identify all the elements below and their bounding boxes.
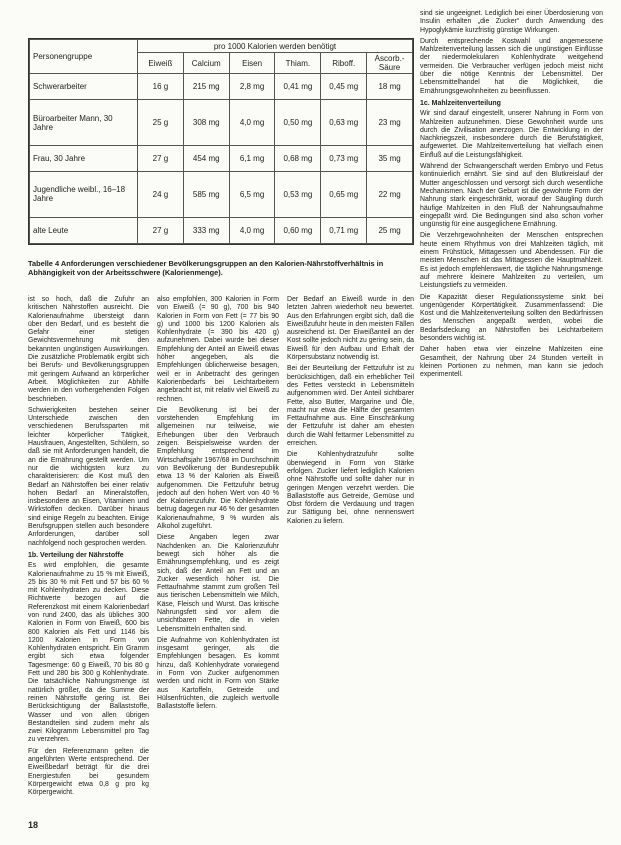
paragraph: Die Kapazität dieser Regulationssysteme sinkt bei ungenügender Körpertätigkeit. Zusammenfassend: Die Kost und die Mahlzeitenverteilung sollten den Bedürfnissen des Menschen angepaßt werden, wobei die Bedarfsdeckung an Nährstoffen bei Leichtarbeitern besonders wichtig ist. (420, 293, 603, 342)
table-header-span: pro 1000 Kalorien werden benötigt (138, 40, 413, 53)
table-cell: 333 mg (183, 217, 229, 243)
table-row (30, 217, 413, 243)
paragraph: Für den Referenzmann gelten die angeführten Werte entsprechend. Der Eiweißbedarf beträgt für die drei Energiestufen bei gesundem Körpergewicht etwa 0,8 g pro kg Körpergewicht. (28, 747, 149, 797)
table-cell: 308 mg (183, 100, 229, 146)
paragraph: Wir sind darauf eingestellt, unserer Nahrung in Form von Mahlzeiten aufzunehmen. Diese Gewohnheit wurde uns durch die Zivilisation anerzogen. Die Entwicklung in der Nachkriegszeit, insbesondere durch die Berufstätigkeit, aufgewertet. Die Mahlzeitenverteilung hat vielfach einen Einfluß auf die Leistungsfähigkeit. (420, 110, 603, 159)
paragraph: Diese Angaben legen zwar Nachdenken an. Die Kalorienzufuhr bewegt sich höher als die Ernährungsempfehlung, und es zeigt sich, daß der Anteil an Fett und an Zucker wesentlich höher ist. Die Fettaufnahme stammt zum großen Teil aus tierischen Lebensmitteln wie Milch, Käse, Fleisch und Wurst. Das kritische Nahrungsfett sind vor allem die unsichtbaren Fette, die in vielen Lebensmitteln enthalten sind. (157, 534, 279, 633)
table-cell: 27 g (138, 217, 184, 243)
table-cell: 0,68 mg (275, 145, 321, 171)
paragraph: Die Verzehrgewohnheiten der Menschen entsprechen heute einem Rhythmus von drei Mahlzeiten täglich, mit einem Frühstück, Mittagessen und Abendessen. Für die meisten Menschen ist das Mittagessen die Hauptmahlzeit. Es ist jedoch empfehlenswert, die tägliche Nahrungsmenge auf mehrere kleinere Mahlzeiten zu verteilen, um Leistungstiefs zu vermeiden. (420, 232, 603, 290)
table-cell: 22 mg (367, 172, 413, 218)
col-header: Thiam. (275, 53, 321, 74)
table-cell: 0,53 mg (275, 172, 321, 218)
col-header: Riboff. (321, 53, 367, 74)
table-cell: 25 mg (367, 217, 413, 243)
table-cell: 16 g (138, 74, 184, 100)
table-cell: 0,50 mg (275, 100, 321, 146)
row-label: alte Leute (30, 217, 138, 243)
table-caption: Tabelle 4 Anforderungen verschiedener Bevölkerungsgruppen an den Kalorien-Nährstoffverhältnis in Abhängigkeit von der Arbeitsschwere (Kalorienmenge). (28, 259, 384, 277)
paragraph: Schwierigkeiten bestehen seiner Unterschiede zwischen den verschiedenen Berufssparten mit leichter körperlicher Tätigkeit, Hausfrauen, Angestellten, Schülern, so daß sie mit Anforderungen handelt, die an die Ernährung gestellt werden. Um nur die wichtigsten kurz zu charakterisieren: die Kost muß den Bedarf an Nährstoffen bei einer relativ hohen Bedarf an Mineralstoffen, insbesondere an Eisen, Vitaminen und Wirkstoffen decken. Darüber hinaus sind einige Regeln zu beachten. Einige Berufsgruppen stellen auch besondere Anforderungen, darüber soll nachfolgend noch gesprochen werden. (28, 406, 149, 547)
table-cell: 35 mg (367, 145, 413, 171)
table-cell: 0,60 mg (275, 217, 321, 243)
col-header: Calcium (183, 53, 229, 74)
text-column-1 (28, 296, 149, 801)
text-column-3 (287, 296, 414, 529)
paragraph: Daher haben etwa vier einzelne Mahlzeiten eine Gesamtheit, der Nahrung über 24 Stunden verteilt in kleinen Portionen zu nehmen, man kann sie jedoch experimentell. (420, 346, 603, 379)
col-header: Ascorb.-Säure (367, 53, 413, 74)
paragraph: ist so hoch, daß die Zufuhr an kritischen Nährstoffen ausreicht. Die Kalorienaufnahme übersteigt dann über den Bedarf, und es besteht die Gefahr einer stetigen Gewichtsvermehrung mit den bekannten ungünstigen Auswirkungen. Die zusätzliche Problematik ergibt sich bei Berufs- und Bevölkerungsgruppen mit geringem Aufwand an körperlicher Arbeit. Möglichkeiten zur Abhilfe werden in den vorhergehenden Folgen beschrieben. (28, 296, 149, 403)
col-header: Eisen (229, 53, 275, 74)
table-cell: 2,8 mg (229, 74, 275, 100)
table-row (30, 74, 413, 100)
table-cell: 24 g (138, 172, 184, 218)
col-header: Eiweiß (138, 53, 184, 74)
table-cell: 454 mg (183, 145, 229, 171)
table-cell: 0,65 mg (321, 172, 367, 218)
table-cell: 4,0 mg (229, 217, 275, 243)
section-heading: 1c. Mahlzeitenverteilung (420, 99, 501, 107)
table-row (30, 172, 413, 218)
row-label: Schwerarbeiter (30, 74, 138, 100)
table-cell: 0,41 mg (275, 74, 321, 100)
text-column-2 (157, 296, 279, 715)
nutrient-table (28, 38, 414, 245)
text-column-right (420, 10, 603, 382)
paragraph: Die Aufnahme von Kohlenhydraten ist insgesamt geringer, als die Empfehlungen besagen. Es kommt hinzu, daß Kohlenhydrate vorwiegend in Form von Zucker aufgenommen werden und nicht in Form von Stärke aus Kartoffeln, Getreide und Hülsenfrüchten, die zugleich wertvolle Ballaststoffe liefern. (157, 636, 279, 711)
table-row (30, 145, 413, 171)
page-number: 18 (28, 820, 39, 830)
table-cell: 215 mg (183, 74, 229, 100)
paragraph: also empfohlen, 300 Kalorien in Form von Eiweiß (= 90 g), 700 bis 940 Kalorien in Form von Fett (= 77 bis 90 g) und 1000 bis 1200 Kalorien als Kohlenhydrate (= 390 bis 420 g) aufzunehmen. Dabei wurde bei dieser Empfehlung der Anteil an Eiweiß etwas höher angegeben, als die Empfehlungen üblicherweise besagen, weil er in Anbetracht des geringen Kalorienbedarfs bei Leichtarbeitern angebracht ist, mit relativ viel Eiweiß zu rechnen. (157, 296, 279, 403)
paragraph: Der Bedarf an Eiweiß wurde in den letzten Jahren wiederholt neu bewertet. Aus den Erfahrungen ergibt sich, daß die Eiweißzufuhr heute in den meisten Fällen ausreichend ist. Der Eiweißanteil an der Kost sollte jedoch nicht zu gering sein, da Eiweiß für den Aufbau und Erhalt der Körpersubstanz notwendig ist. (287, 296, 414, 362)
table-cell: 23 mg (367, 100, 413, 146)
table-cell: 0,71 mg (321, 217, 367, 243)
table-cell: 18 mg (367, 74, 413, 100)
row-label: Frau, 30 Jahre (30, 145, 138, 171)
paragraph: Es wird empfohlen, die gesamte Kalorienaufnahme zu 15 % mit Eiweiß, 25 bis 30 % mit Fett und 57 bis 60 % mit Kohlenhydraten zu decken. Diese Richtwerte bezogen auf die Referenzkost mit einem Kalorienbedarf von rund 2400, das als übliches 300 Kalorien in Form von Eiweiß, 600 bis 800 Kalorien als Fett und 1146 bis 1200 Kalorien in Form von Kohlenhydraten entspricht. Ein Gramm ergibt sich etwa folgender Tagesmenge: 60 g Eiweiß, 70 bis 80 g Fett und 280 bis 300 g Kohlenhydrate. Die tatsächliche Nahrungsmenge ist natürlich größer, da die Summe der reinen Nährstoffe gering ist. Bei Berücksichtigung der Ballaststoffe, Wasser und von allen übrigen Bestandteilen sind zudem mehr als zwei Kilogramm Lebensmittel pro Tag zu verzehren. (28, 562, 149, 744)
row-label: Büroarbeiter Mann, 30 Jahre (30, 100, 138, 146)
paragraph: sind sie ungeeignet. Lediglich bei einer Überdosierung von Insulin erhalten „die Zucker“ durch Anwendung des Hypoglykämie kurzfristig günstige Wirkungen. (420, 10, 603, 34)
table-cell: 0,73 mg (321, 145, 367, 171)
table-header-group: Personengruppe (30, 40, 138, 74)
paragraph: Während der Schwangerschaft werden Embryo und Fetus kontinuierlich ernährt. Sie sind auf den Blutkreislauf der Mutter angeschlossen und versorgt sich durch wesentliche Mechanismen. Nach der Geburt ist die gewohnte Form der Nahrung stark eingeschränkt, worauf der Säugling durch häufige Mahlzeiten in den Fluß der Nahrungsaufnahme eingepaßt wird. Die Bedingungen sind also schon vorher ungünstig für eine ausgeglichene Ernährung. (420, 163, 603, 229)
row-label: Jugendliche weibl., 16–18 Jahre (30, 172, 138, 218)
section-heading: 1b. Verteilung der Nährstoffe (28, 551, 124, 559)
table-cell: 25 g (138, 100, 184, 146)
paragraph: Die Bevölkerung ist bei der vorstehenden Empfehlung im allgemeinen nur teilweise, wie Erhebungen über den Verbrauch zeigen. Beispielsweise wurden der Empfehlung entsprechend im Wirtschaftsjahr 1967/68 im Durchschnitt von Bevölkerung der Bundesrepublik etwa 13 % der Kalorien als Eiweiß aufgenommen. Die Fettzufuhr betrug jedoch auf den hohen Wert von 40 % der Kalorienzufuhr. Die Kohlenhydrate betrug dagegen nur 46 % der gesamten Kalorienaufnahme, 9 % wurden als Alkohol zugeführt. (157, 406, 279, 531)
paragraph: Bei der Beurteilung der Fettzufuhr ist zu berücksichtigen, daß ein erheblicher Teil des Fettes versteckt in Lebensmitteln aufgenommen wird. Der Anteil sichtbarer Fette, also Butter, Margarine und Öle, macht nur etwa die Hälfte der gesamten Fettaufnahme aus. Eine Einschränkung der Fettzufuhr ist daher am ehesten durch die Wahl fettarmer Lebensmittel zu erreichen. (287, 365, 414, 448)
table-cell: 4,0 mg (229, 100, 275, 146)
table-cell: 0,63 mg (321, 100, 367, 146)
table-cell: 0,45 mg (321, 74, 367, 100)
table-cell: 27 g (138, 145, 184, 171)
paragraph: Die Kohlenhydratzufuhr sollte überwiegend in Form von Stärke erfolgen. Zucker liefert lediglich Kalorien ohne Nährstoffe und sollte daher nur in geringen Mengen verzehrt werden. Die Ballaststoffe aus Getreide, Gemüse und Obst fördern die Verdauung und tragen zur Sättigung bei, ohne nennenswert Kalorien zu liefern. (287, 451, 414, 525)
table-cell: 6,1 mg (229, 145, 275, 171)
paragraph: Durch entsprechende Kostwahl und angemessene Mahlzeitenverteilung lassen sich die ungünstigen Einflüsse der niedermolekularen Kohlenhydrate weitgehend vermeiden. Die Verbraucher verfügen jedoch meist nicht über die nötige Kenntnis der Lebensmittel. Der Lebensmittelhandel hat die Möglichkeit, die Ernährungsgewohnheiten zu beeinflussen. (420, 37, 603, 95)
table-cell: 585 mg (183, 172, 229, 218)
table-row (30, 100, 413, 146)
table-cell: 6,5 mg (229, 172, 275, 218)
